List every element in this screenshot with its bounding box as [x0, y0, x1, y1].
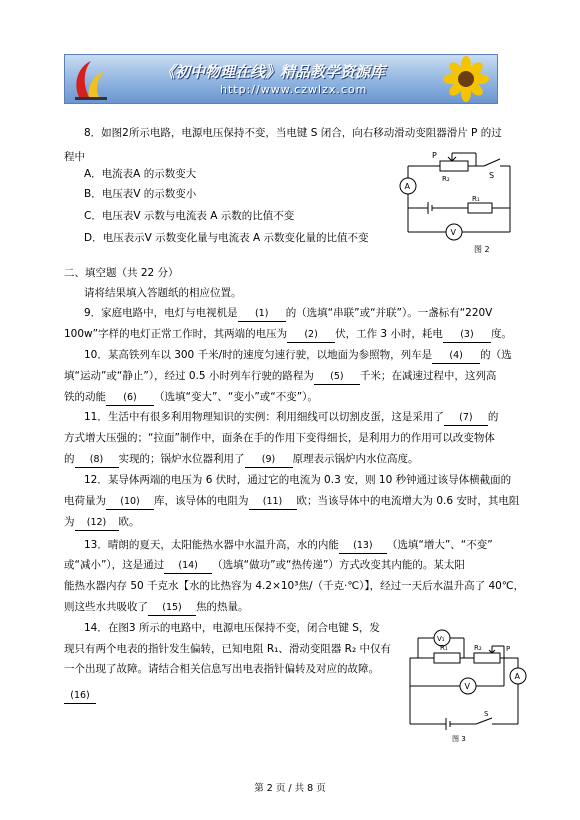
fig3-voltmeter-v1: V₁ [437, 635, 445, 643]
blank-16[interactable]: (16) [64, 689, 96, 704]
fig3-label-r1: R₁ [440, 644, 448, 652]
q12-line2: 电荷量为 (10) 库，该导体的电阻为 (11) 欧；当该导体中的电流增大为 0.6 安时，其电阻 [64, 494, 519, 510]
q8-option-c: C．电压表V 示数与电流表 A 示数的比值不变 [84, 210, 295, 222]
q10-line3: 铁的动能 (6) （选填“变大”、“变小”或“不变”）。 [64, 390, 318, 406]
fig2-label-s: S [489, 171, 495, 180]
blank-9[interactable]: (9) [245, 453, 293, 468]
site-logo [71, 57, 111, 101]
figure-2-circuit [396, 148, 520, 256]
q13-line3: 能热水器内存 50 千克水【水的比热容为 4.2×10³焦/（千克·℃）】，经过一天后水温升高了 40℃， [64, 580, 525, 592]
blank-3[interactable]: (3) [443, 328, 491, 343]
page-footer: 第 2 页 / 共 8 页 [254, 783, 326, 794]
fig2-voltmeter-v: V [450, 228, 456, 237]
blank-10[interactable]: (10) [106, 495, 154, 510]
blank-13[interactable]: (13) [339, 539, 387, 554]
q9-line1: 9．家庭电路中，电灯与电视机是 (1) 的（选填“串联”或“并联”）。一盏标有“220V [84, 306, 492, 322]
fig2-label-r2: R₂ [442, 175, 450, 183]
fig3-label-r2: R₂ [474, 644, 482, 652]
q14-line3: 一个出现了故障。请结合相关信息写出电表指针偏转及对应的故障。 [64, 663, 379, 675]
banner-url[interactable]: http://www.czwlzx.com [220, 83, 368, 96]
figure-3-circuit [404, 628, 534, 744]
q12-line3: 为 (12) 欧。 [64, 515, 140, 531]
blank-14[interactable]: (14) [164, 559, 212, 574]
q14-line2: 现只有两个电表的指针发生偏转，已知电阻 R₁、滑动变阻器 R₂ 中仅有 [64, 643, 392, 655]
header-banner [64, 54, 498, 104]
q11-line3: 的 (8) 实现的；锅炉水位器利用了 (9) 原理表示锅炉内水位高度。 [64, 452, 419, 468]
fig3-caption: 图 3 [452, 735, 466, 743]
blank-12[interactable]: (12) [75, 516, 119, 531]
blank-7[interactable]: (7) [444, 411, 488, 426]
blank-5[interactable]: (5) [314, 370, 360, 385]
q11-line1: 11．生活中有很多利用物理知识的实例：利用细线可以切割皮蛋，这是采用了 (7) 的 [84, 410, 498, 426]
blank-2[interactable]: (2) [287, 328, 335, 343]
q13-line1: 13．晴朗的夏天，太阳能热水器中水温升高，水的内能 (13) （选填“增大”、“不变” [84, 538, 493, 554]
q8-option-a: A．电流表A 的示数变大 [84, 168, 197, 180]
q14-answer [64, 688, 96, 704]
blank-1[interactable]: (1) [238, 307, 286, 322]
q8-option-b: B．电压表V 的示数变小 [84, 188, 197, 200]
q13-line2: 或“减小”），这是通过 (14) （选填“做功”或“热传递”）方式改变其内能的。某太阳 [64, 558, 465, 574]
fig2-label-r1: R₁ [472, 195, 480, 203]
q14-line1: 14．在图3 所示的电路中，电源电压保持不变，闭合电键 S，发 [84, 622, 380, 634]
q10-line1: 10．某高铁列车以 300 千米/时的速度匀速行驶，以地面为参照物，列车是 (4) 的（选 [84, 348, 512, 364]
fig3-voltmeter-v: V [464, 682, 470, 691]
banner-title: 《初中物理在线》精品教学资源库 [160, 63, 386, 81]
sunflower-image [441, 55, 491, 103]
section-heading: 二、填空题（共 22 分） [64, 267, 179, 279]
fig3-label-s: S [484, 710, 489, 718]
q9-line2: 100w”字样的电灯正常工作时，其两端的电压为 (2) 伏，工作 3 小时，耗电 (3) 度。 [64, 327, 512, 343]
fig3-label-p: P [506, 645, 511, 653]
fig2-ammeter-a: A [404, 182, 410, 191]
blank-4[interactable]: (4) [432, 349, 480, 364]
blank-8[interactable]: (8) [75, 453, 119, 468]
q13-line4: 则这些水共吸收了 (15) 焦的热量。 [64, 600, 249, 616]
blank-6[interactable]: (6) [106, 391, 154, 406]
blank-15[interactable]: (15) [148, 601, 196, 616]
q11-line2: 方式增大压强的；“拉面”制作中，面条在手的作用下变得细长，是利用力的作用可以改变物体 [64, 432, 495, 444]
blank-11[interactable]: (11) [249, 495, 297, 510]
q8-option-d: D．电压表示V 示数变化量与电流表 A 示数变化量的比值不变 [84, 232, 369, 244]
q10-line2: 填“运动”或“静止”），经过 0.5 小时列车行驶的路程为 (5) 千米；在减速过程中，这列高 [64, 369, 496, 385]
fig2-caption: 图 2 [474, 245, 490, 254]
q12-line1: 12．某导体两端的电压为 6 伏时，通过它的电流为 0.3 安，则 10 秒钟通过该导体横截面的 [84, 474, 512, 486]
q8-stem-line2: 程中 [64, 151, 85, 163]
section-instruction: 请将结果填入答题纸的相应位置。 [84, 287, 242, 299]
fig3-ammeter-a: A [514, 672, 520, 681]
q8-stem-line1: 8．如图2所示电路，电源电压保持不变，当电键 S 闭合，向右移动滑动变阻器滑片 P 的过 [84, 127, 502, 139]
fig2-label-p: P [432, 151, 437, 160]
